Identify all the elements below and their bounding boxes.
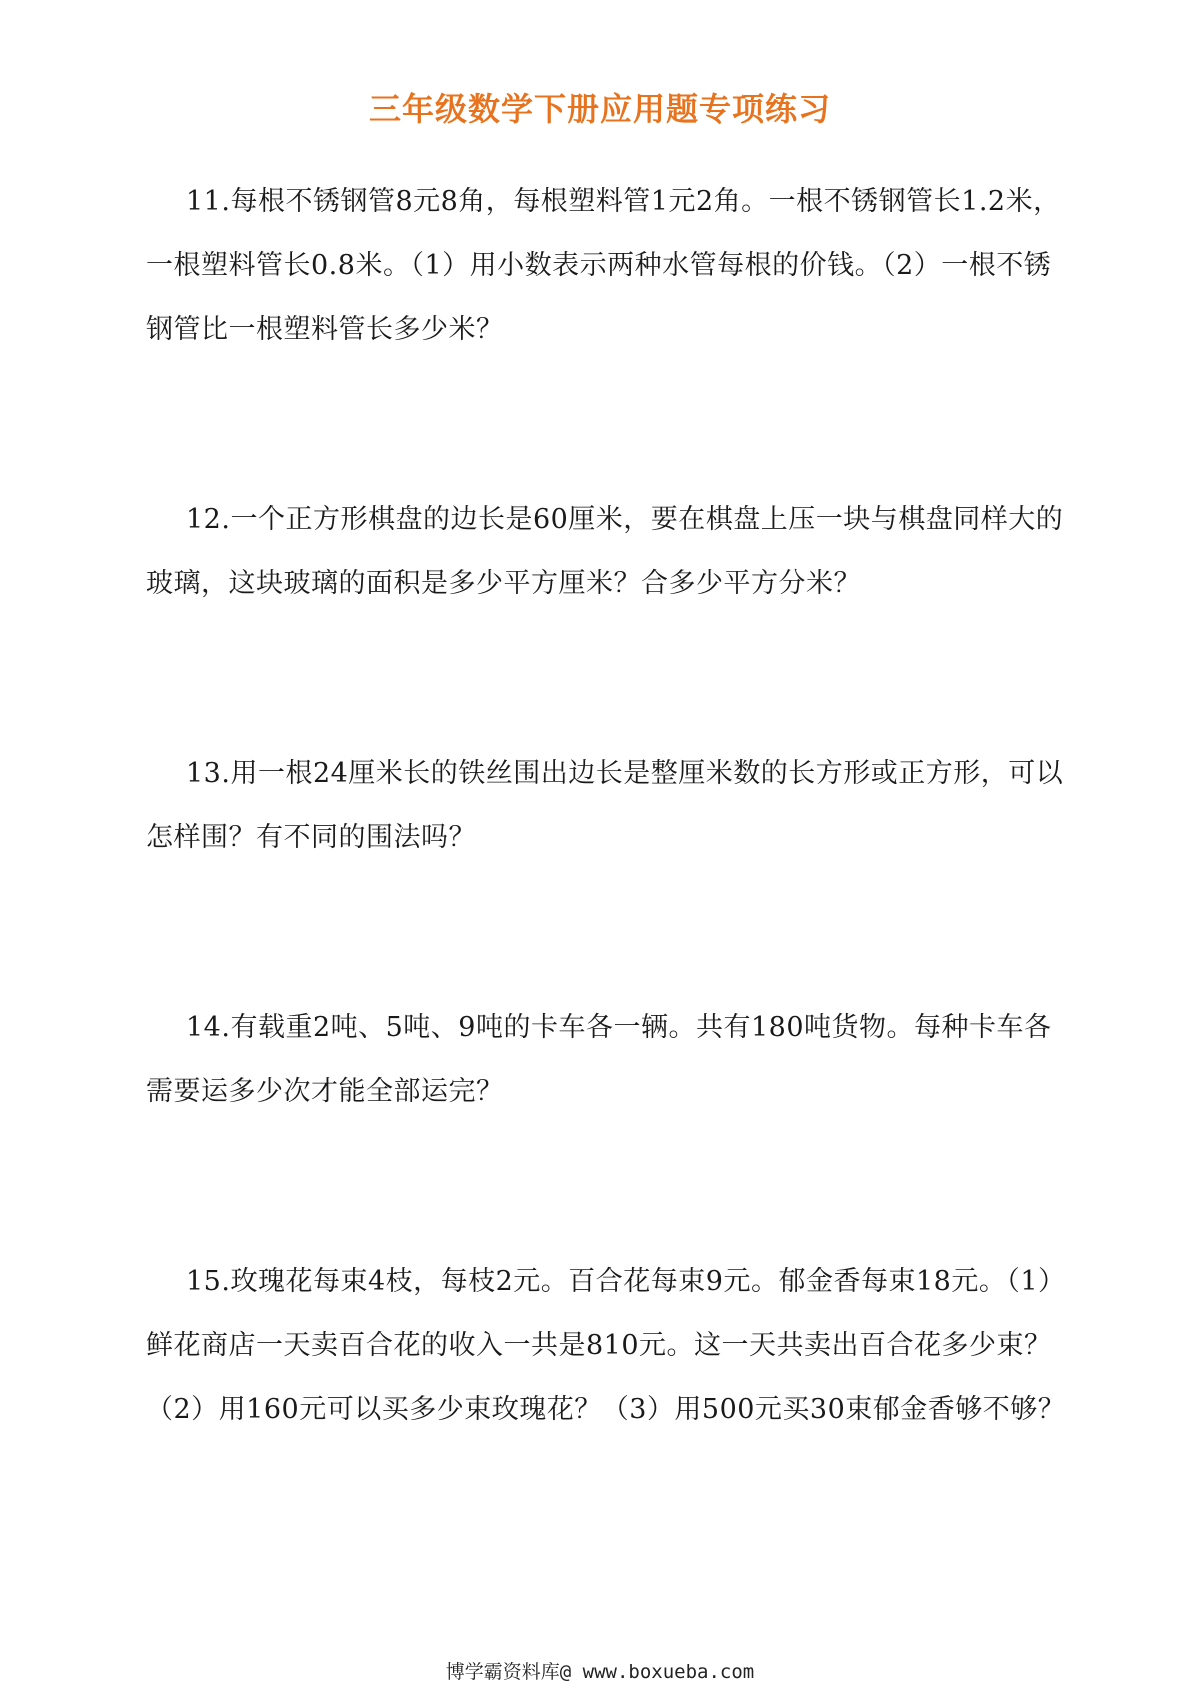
question-15 (146, 1250, 1066, 1442)
question-11 (146, 170, 1066, 362)
question-text: 14.有载重2吨、5吨、9吨的卡车各一辆。共有180吨货物。每种卡车各需要运多少次才能全部运完？ (146, 1012, 1052, 1107)
question-12 (146, 488, 1066, 616)
question-text: 15.玫瑰花每束4枝，每枝2元。百合花每束9元。郁金香每束18元。（1）鲜花商店一天卖百合花的收入一共是810元。这一天共卖出百合花多少束？（2）用160元可以买多少束玫瑰花？（3）用500元买30束郁金香够不够？ (146, 1266, 1066, 1425)
question-text: 11.每根不锈钢管8元8角，每根塑料管1元2角。一根不锈钢管长1.2米，一根塑料管长0.8米。（1）用小数表示两种水管每根的价钱。（2）一根不锈钢管比一根塑料管长多少米？ (146, 186, 1061, 345)
question-13 (146, 742, 1066, 870)
question-text: 12.一个正方形棋盘的边长是60厘米，要在棋盘上压一块与棋盘同样大的玻璃，这块玻璃的面积是多少平方厘米？合多少平方分米？ (146, 504, 1064, 599)
page-title: 三年级数学下册应用题专项练习 (368, 90, 831, 128)
footer-source: 博学霸资料库@ www.boxueba.com (445, 1661, 755, 1683)
question-14 (146, 996, 1066, 1124)
question-text: 13.用一根24厘米长的铁丝围出边长是整厘米数的长方形或正方形，可以怎样围？有不同的围法吗？ (146, 758, 1064, 853)
